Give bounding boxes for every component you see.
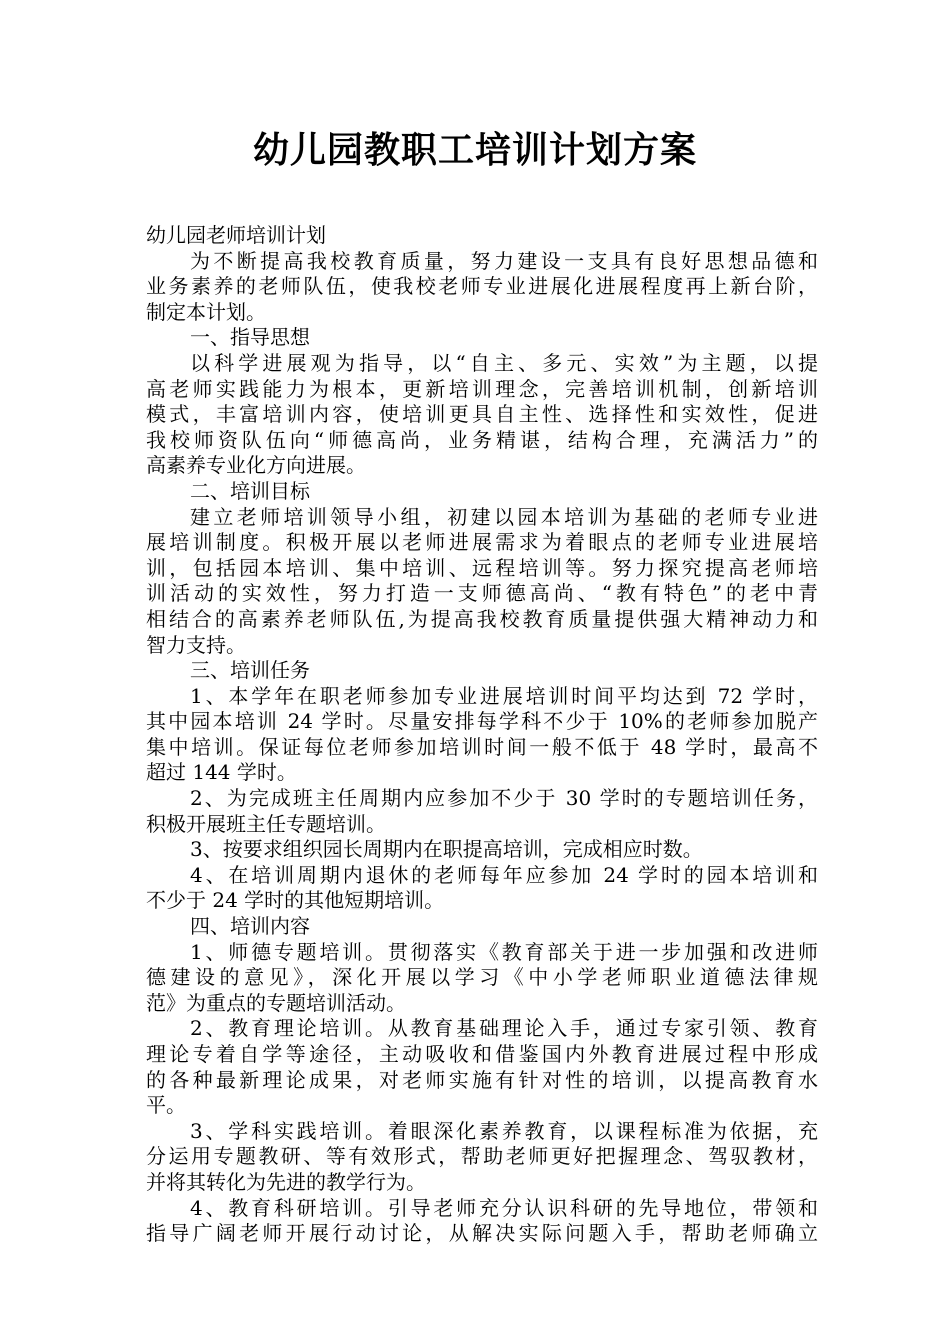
body-line: 不少于 24 学时的其他短期培训。 [146,888,445,913]
body-line: 二、培训目标 [190,478,310,503]
body-line: 集中培训。保证每位老师参加培训时间一般不低于 48 学时，最高不 [146,734,818,759]
body-line: 以科学进展观为指导，以“自主、多元、实效”为主题，以提 [190,350,818,375]
body-line: 幼儿园老师培训计划 [146,223,326,247]
document-title: 幼儿园教职工培训计划方案 [252,130,697,171]
body-line: 制定本计划。 [146,299,266,324]
body-line: 2、为完成班主任周期内应参加不少于 30 学时的专题培训任务， [190,786,818,811]
body-line: 其中园本培训 24 学时。尽量安排每学科不少于 10%的老师参加脱产 [146,709,818,734]
body-line: 智力支持。 [146,632,246,657]
body-line: 1、师德专题培训。贯彻落实《教育部关于进一步加强和改进师 [190,939,818,964]
body-line: 高老师实践能力为根本，更新培训理念，完善培训机制，创新培训 [146,376,818,401]
body-line: 1、本学年在职老师参加专业进展培训时间平均达到 72 学时， [190,683,818,708]
body-line: 范》为重点的专题培训活动。 [146,990,406,1015]
body-line: 训，包括园本培训、集中培训、远程培训等。努力探究提高老师培 [146,555,818,580]
body-line: 模式，丰富培训内容，使培训更具自主性、选择性和实效性，促进 [146,402,818,427]
body-line: 三、培训任务 [190,658,310,683]
body-line: 3、按要求组织园长周期内在职提高培训，完成相应时数。 [190,837,703,862]
body-line: 理论专着自学等途径，主动吸收和借鉴国内外教育进展过程中形成 [146,1042,818,1066]
body-line: 相结合的高素养老师队伍,为提高我校教育质量提供强大精神动力和 [146,606,818,631]
body-line: 为不断提高我校教育质量，努力建设一支具有良好思想品德和 [190,248,818,273]
body-line: 积极开展班主任专题培训。 [146,811,386,836]
body-line: 平。 [146,1093,186,1118]
body-line: 我校师资队伍向“师德高尚，业务精谌，结构合理，充满活力”的 [146,427,818,452]
body-line: 训活动的实效性，努力打造一支师德高尚、“教有特色”的老中青 [146,581,818,606]
body-line: 并将其转化为先进的教学行为。 [146,1169,426,1194]
body-line: 展培训制度。积极开展以老师进展需求为着眼点的老师专业进展培 [146,530,818,555]
body-line: 分运用专题教研、等有效形式，帮助老师更好把握理念、驾驭教材， [146,1144,818,1169]
body-line: 的各种最新理论成果，对老师实施有针对性的培训，以提高教育水 [146,1067,818,1092]
body-line: 2、教育理论培训。从教育基础理论入手，通过专家引领、教育 [190,1016,818,1041]
body-line: 指导广阔老师开展行动讨论，从解决实际问题入手，帮助老师确立 [146,1221,818,1246]
body-line: 4、在培训周期内退休的老师每年应参加 24 学时的园本培训和 [190,862,818,887]
body-line: 4、教育科研培训。引导老师充分认识科研的先导地位，带领和 [190,1195,818,1220]
body-line: 业务素养的老师队伍，使我校老师专业进展化进展程度再上新台阶， [146,274,818,299]
body-line: 超过 144 学时。 [146,760,297,785]
body-line: 四、培训内容 [190,914,310,939]
body-line: 3、学科实践培训。着眼深化素养教育，以课程标准为依据，充 [190,1118,818,1143]
body-line: 德建设的意见》，深化开展以学习《中小学老师职业道德法律规 [146,965,818,990]
document-body [146,223,818,1247]
body-line: 建立老师培训领导小组，初建以园本培训为基础的老师专业进 [190,504,818,529]
body-line: 一、指导思想 [190,325,310,350]
body-line: 高素养专业化方向进展。 [146,453,366,478]
